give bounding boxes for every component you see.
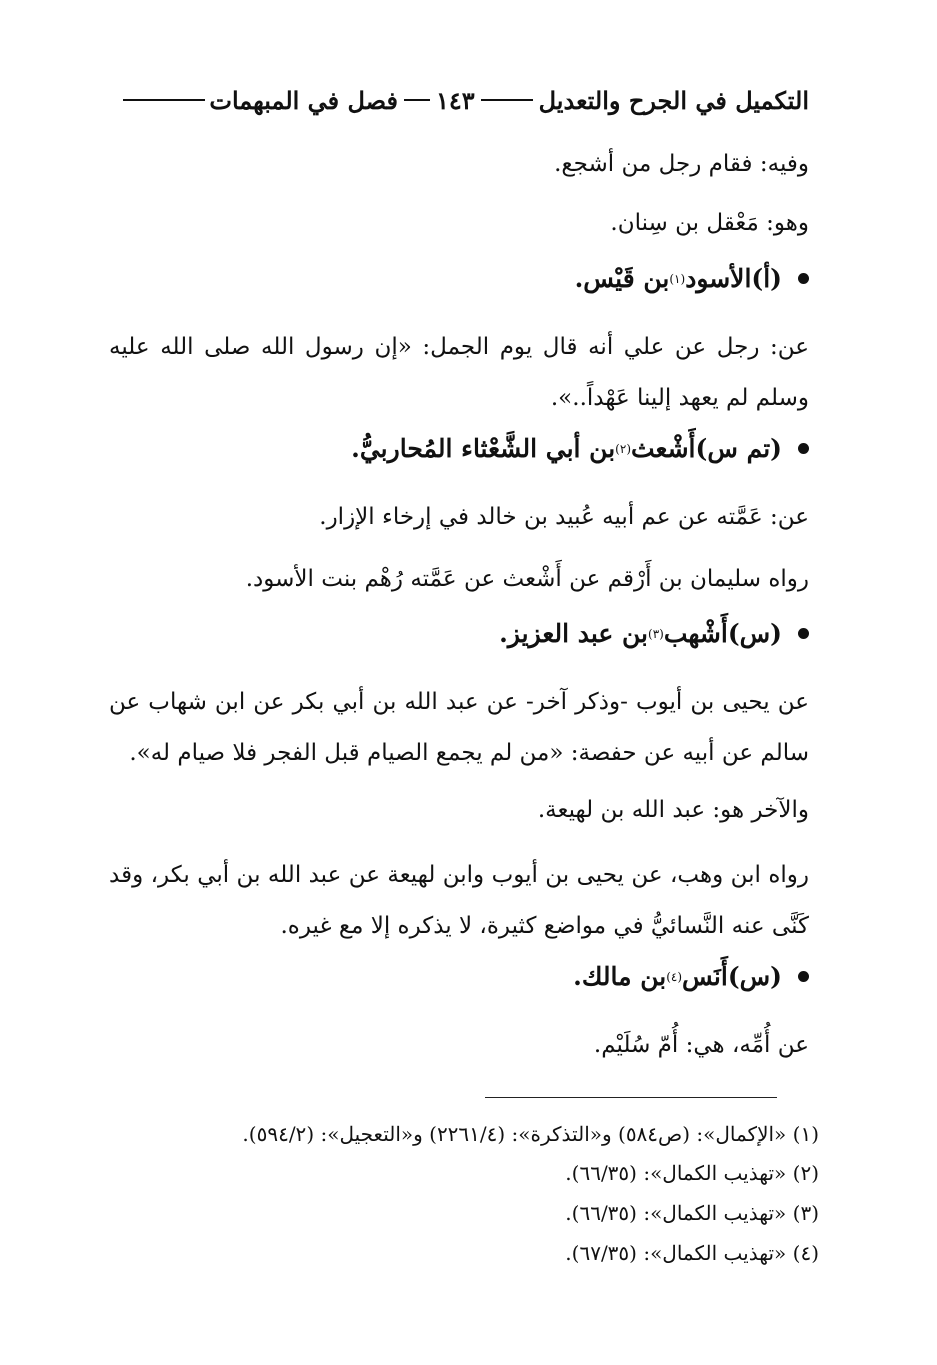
footnote-divider xyxy=(485,1097,777,1098)
header-book-title: التكميل في الجرح والتعديل xyxy=(538,85,809,115)
entry-name: أَشْعث xyxy=(631,434,696,463)
entry-name: الأسود xyxy=(685,264,752,293)
footnote: (٢) «تهذيب الكمال»: (٦٦/٣٥). xyxy=(565,1161,819,1185)
bullet-icon xyxy=(798,971,809,982)
header-dash xyxy=(404,99,430,101)
footnote: (١) «الإكمال»: (ص٥٨٤) و«التذكرة»: (٢٢٦١/٤) و«التعجيل»: (٥٩٤/٢). xyxy=(242,1122,819,1146)
entry-symbol: (أ) xyxy=(751,264,782,293)
body-line: عن: عَمَّته عن عم أبيه عُبيد بن خالد في إرخاء الإزار. xyxy=(319,504,809,530)
body-line: والآخر هو: عبد الله بن لهيعة. xyxy=(537,797,809,823)
entry-lineage: بن عبد العزيز. xyxy=(499,619,649,648)
narrator-entry xyxy=(573,962,809,991)
footnote-marker: (٤) xyxy=(666,969,683,984)
footnote-marker: (٢) xyxy=(615,441,631,456)
entry-symbol: (س) xyxy=(727,619,782,648)
entry-lineage: بن قَيْس. xyxy=(574,264,670,293)
entry-symbol: (س) xyxy=(727,962,782,991)
body-line: وفيه: فقام رجل من أشجع. xyxy=(554,151,809,177)
bullet-icon xyxy=(798,628,809,639)
body-line: رواه سليمان بن أَرْقم عن أَشْعث عن عَمَّته رُهْم بنت الأسود. xyxy=(245,566,809,592)
bullet-icon xyxy=(798,443,809,454)
body-paragraph: عن يحيى بن أيوب -وذكر آخر- عن عبد الله بن أبي بكر عن ابن شهاب عن سالم عن أبيه عن حفصة: «من لم يجمع الصيام قبل الفجر فلا صيام له». xyxy=(109,689,809,766)
bullet-icon xyxy=(798,273,809,284)
body-paragraph: عن: رجل عن علي أنه قال يوم الجمل: «إن رسول الله صلى الله عليه وسلم لم يعهد إلينا عَهْداً..». xyxy=(109,334,809,411)
footnote-marker: (٣) xyxy=(648,626,664,641)
entry-name: أَنَس xyxy=(682,962,728,991)
footnote: (٤) «تهذيب الكمال»: (٦٧/٣٥). xyxy=(565,1241,819,1265)
footnote: (٣) «تهذيب الكمال»: (٦٦/٣٥). xyxy=(565,1201,819,1225)
narrator-entry xyxy=(499,619,809,648)
header-fill-line xyxy=(123,99,205,101)
running-header xyxy=(119,80,809,120)
footnote-marker: (١) xyxy=(669,271,686,286)
header-section-title: فصل في المبهمات xyxy=(209,85,398,115)
body-paragraph: رواه ابن وهب، عن يحيى بن أيوب وابن لهيعة عن عبد الله بن أبي بكر، وقد كَنَّى عنه النَّسائيُّ في مواضع كثيرة، لا يذكره إلا مع غيره. xyxy=(109,862,809,939)
body-line: وهو: مَعْقل بن سِنان. xyxy=(610,210,809,236)
header-page-number: ١٤٣ xyxy=(435,85,475,115)
narrator-entry xyxy=(351,434,809,463)
entry-lineage: بن مالك. xyxy=(573,962,667,991)
narrator-entry xyxy=(575,264,809,293)
entry-name: أَشْهب xyxy=(663,619,728,648)
header-dash xyxy=(481,99,533,101)
body-line: عن أُمِّه، هي: أُمّ سُلَيْم. xyxy=(593,1032,809,1058)
entry-symbol: (تم س) xyxy=(695,434,782,463)
entry-lineage: بن أبي الشَّعْثاء المُحاربيُّ. xyxy=(351,434,616,463)
